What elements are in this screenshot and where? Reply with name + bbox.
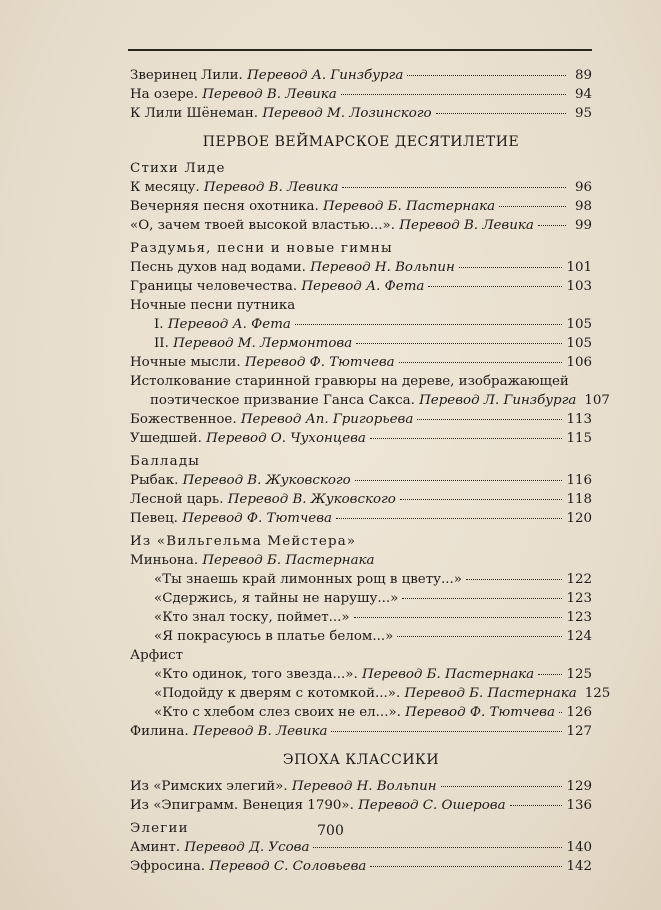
- page-number: 107: [584, 393, 610, 408]
- entry-night-thoughts: [130, 353, 592, 372]
- entries-f: [130, 471, 592, 528]
- entry-text: [130, 471, 351, 490]
- page-number: 120: [566, 511, 592, 526]
- entry-title: Границы человечества.: [130, 279, 302, 294]
- leader-dots: [400, 498, 563, 500]
- entry-title: Зверинец Лили.: [130, 68, 248, 83]
- entry-title: Песнь духов над водами.: [130, 260, 311, 275]
- entries-d: [130, 315, 592, 353]
- page-number: 115: [566, 431, 592, 446]
- leader-dots: [459, 266, 563, 268]
- group-heading: Раздумья, песни и новые гимны: [130, 241, 393, 256]
- entry-text: [154, 665, 534, 684]
- page-number: 122: [566, 572, 592, 587]
- entries-i: [130, 777, 592, 815]
- entry-translator: Перевод В. Жуковского: [182, 473, 351, 488]
- leader-dots: [436, 112, 566, 114]
- page-number: 140: [566, 840, 592, 855]
- entry-filina: [130, 722, 592, 741]
- entry-text: [130, 197, 495, 216]
- page-number: 116: [566, 473, 592, 488]
- entry-text: [130, 490, 396, 509]
- entry-translator: Перевод А. Гинзбурга: [247, 68, 404, 83]
- toc-entry: [130, 857, 592, 876]
- entry-translator: Перевод Б. Пастернака: [361, 667, 535, 682]
- entry-title: Божественное.: [130, 412, 241, 427]
- entry-text: [154, 703, 555, 722]
- page-number: 96: [574, 180, 592, 195]
- entry-translator: Перевод Б. Пастернака: [404, 686, 577, 701]
- page-number: 129: [566, 779, 592, 794]
- entry-text: [154, 334, 352, 353]
- leader-dots: [331, 730, 562, 732]
- entry-title: Аминт.: [130, 840, 185, 855]
- entry-translator: Перевод А. Фета: [301, 279, 425, 294]
- page-number: 105: [566, 317, 592, 332]
- entry-title: Эфросина.: [130, 859, 210, 874]
- entry-translator: Перевод Ап. Григорьева: [240, 412, 414, 427]
- entry-text: [130, 796, 506, 815]
- toc-entry: [130, 838, 592, 857]
- entry-title: I.: [154, 317, 168, 332]
- entry-translator: Перевод В. Левика: [399, 218, 534, 233]
- page-number: 123: [566, 610, 592, 625]
- entry-text: [130, 410, 413, 429]
- toc-entry: [130, 429, 592, 448]
- entry-text: [130, 104, 432, 123]
- entry-translator: Перевод Ф. Тютчева: [405, 705, 555, 720]
- page-number: 127: [566, 724, 592, 739]
- toc-entry: [130, 104, 592, 123]
- leader-dots: [341, 93, 566, 95]
- page-number: 106: [566, 355, 592, 370]
- entry-translator: Перевод С. Ошерова: [358, 798, 506, 813]
- page-number: 136: [566, 798, 592, 813]
- entry-title: Лесной царь.: [130, 492, 228, 507]
- page-number: 125: [566, 667, 592, 682]
- entries-a: [130, 66, 592, 123]
- page-number: 95: [574, 106, 592, 121]
- toc-entry: [130, 722, 592, 741]
- entry-translator: Перевод Н. Вольпин: [291, 779, 437, 794]
- table-of-contents: [130, 66, 611, 876]
- leader-dots: [397, 635, 562, 637]
- leader-dots: [510, 804, 563, 806]
- entry-translator: Перевод Б. Пастернака: [322, 199, 496, 214]
- entry-translator: Перевод О. Чухонцева: [206, 431, 366, 446]
- leader-dots: [399, 361, 563, 363]
- page-number: 89: [574, 68, 592, 83]
- toc-entry: [130, 277, 592, 296]
- entry-text: [130, 216, 534, 235]
- entry-title: «Ты знаешь край лимонных рощ в цвету...»: [154, 572, 462, 587]
- page-number: 124: [566, 629, 592, 644]
- leader-dots: [313, 846, 562, 848]
- toc-entry: [130, 410, 592, 429]
- entry-text: [130, 66, 403, 85]
- entries-b: [130, 178, 592, 235]
- leader-dots: [538, 224, 566, 226]
- entry-translator: Перевод В. Левика: [203, 180, 339, 195]
- page-number: 118: [566, 492, 592, 507]
- leader-dots: [342, 186, 566, 188]
- entry-text: [130, 353, 395, 372]
- group-heading: Баллады: [130, 454, 201, 469]
- entry-text: [130, 258, 455, 277]
- page-number: 125: [584, 686, 611, 701]
- toc-entry: [130, 509, 592, 528]
- entry-title: Из «Эпиграмм. Венеция 1790».: [130, 798, 359, 813]
- entry-text: [130, 838, 309, 857]
- toc-entry-line2: поэтическое призвание Ганса Сакса. Перевод Л. Гинзбурга 107: [150, 393, 610, 408]
- entry-title: К месяцу.: [130, 180, 204, 195]
- leader-dots: [417, 418, 562, 420]
- entries-j: [130, 838, 592, 876]
- top-rule: [128, 49, 592, 51]
- page-folio: 700: [317, 823, 344, 839]
- toc-entry: [130, 197, 592, 216]
- page-number: 99: [574, 218, 592, 233]
- page-number: 126: [566, 705, 592, 720]
- leader-dots: [402, 597, 562, 599]
- toc-entry: [130, 471, 592, 490]
- entry-translator: Перевод В. Левика: [202, 87, 337, 102]
- entry-title: «Кто с хлебом слез своих не ел...».: [154, 705, 406, 720]
- entry-translator: Перевод Ф. Тютчева: [244, 355, 395, 370]
- entry-text: [130, 85, 337, 104]
- leader-dots: [295, 323, 563, 325]
- entry-title: «Я покрасуюсь в платье белом...»: [154, 629, 394, 644]
- leader-dots: [336, 517, 562, 519]
- toc-entry: [130, 570, 592, 589]
- entry-text: [130, 429, 366, 448]
- entries-g: [130, 570, 592, 646]
- toc-entry: [130, 665, 592, 684]
- entry-title: «Сдержись, я тайны не нарушу...»: [154, 591, 399, 606]
- entry-text: [130, 777, 437, 796]
- entry-title: «Кто одинок, того звезда...».: [154, 667, 362, 682]
- entry-translator: Перевод В. Левика: [192, 724, 328, 739]
- entry-text: [154, 315, 291, 334]
- entry-text: [130, 509, 332, 528]
- leader-dots: [355, 479, 563, 481]
- group-heading: Из «Вильгельма Мейстера»: [130, 534, 357, 549]
- page-number: 103: [566, 279, 592, 294]
- leader-dots: [441, 785, 563, 787]
- leader-dots: [499, 205, 566, 207]
- group-heading: Элегии: [130, 821, 189, 836]
- entry-title: Певец.: [130, 511, 183, 526]
- entry-text: [154, 627, 393, 646]
- leader-dots: [370, 865, 562, 867]
- page-number: 123: [566, 591, 592, 606]
- subgroup-heading: Миньона. Перевод Б. Пастернака: [130, 553, 375, 568]
- toc-entry: [130, 353, 592, 372]
- entry-title: Рыбак.: [130, 473, 183, 488]
- toc-entry: [130, 490, 592, 509]
- page-number: 142: [566, 859, 592, 874]
- entry-translator: Перевод В. Жуковского: [227, 492, 396, 507]
- section-heading: ПЕРВОЕ ВЕЙМАРСКОЕ ДЕСЯТИЛЕТИЕ: [202, 134, 520, 150]
- section-heading: ЭПОХА КЛАССИКИ: [282, 752, 440, 768]
- toc-entry-line1: Истолкование старинной гравюры на дереве, изображающей: [130, 374, 569, 389]
- toc-entry: [130, 589, 592, 608]
- entry-title: Вечерняя песня охотника.: [130, 199, 323, 214]
- toc-entry: [130, 216, 592, 235]
- toc-entry: [130, 66, 592, 85]
- entries-c: [130, 258, 592, 296]
- leader-dots: [428, 285, 562, 287]
- entry-translator: Перевод М. Лермонтова: [173, 336, 353, 351]
- leader-dots: [559, 711, 563, 713]
- entry-text: [154, 608, 350, 627]
- subgroup-heading: Арфист: [130, 648, 184, 663]
- entry-text: [154, 589, 398, 608]
- entry-title: Из «Римских элегий».: [130, 779, 292, 794]
- entry-text: [130, 277, 424, 296]
- toc-entry: [130, 796, 592, 815]
- entry-title: II.: [154, 336, 174, 351]
- leader-dots: [354, 616, 563, 618]
- subgroup-heading: Ночные песни путника: [130, 298, 296, 313]
- entry-text: [154, 570, 462, 589]
- page-number: 113: [566, 412, 592, 427]
- entry-text: [130, 178, 338, 197]
- entry-title: На озере.: [130, 87, 203, 102]
- toc-entry: [130, 85, 592, 104]
- group-heading: Стихи Лиде: [130, 161, 226, 176]
- leader-dots: [466, 578, 562, 580]
- entry-title: Филина.: [130, 724, 193, 739]
- page-number: 101: [566, 260, 592, 275]
- entries-h: [130, 665, 611, 722]
- entry-translator: Перевод М. Лозинского: [262, 106, 432, 121]
- entry-translator: Перевод Д. Усова: [184, 840, 310, 855]
- leader-dots: [370, 437, 563, 439]
- entry-title: «Подойду к дверям с котомкой...».: [154, 686, 405, 701]
- page-number: 105: [566, 336, 592, 351]
- toc-entry: [130, 315, 592, 334]
- entry-title: Ушедшей.: [130, 431, 207, 446]
- entry-translator: Перевод Ф. Тютчева: [182, 511, 332, 526]
- entry-title: К Лили Шёнеман.: [130, 106, 263, 121]
- entry-text: [154, 684, 577, 703]
- entry-translator: Перевод А. Фета: [167, 317, 291, 332]
- page-number: 98: [574, 199, 592, 214]
- leader-dots: [538, 673, 562, 675]
- toc-entry: [130, 703, 592, 722]
- entry-title: «Кто знал тоску, поймет...»: [154, 610, 350, 625]
- toc-entry: [130, 178, 592, 197]
- entry-text: [130, 722, 327, 741]
- page-number: 94: [574, 87, 592, 102]
- entry-translator: Перевод Н. Вольпин: [310, 260, 455, 275]
- entry-translator: Перевод С. Соловьева: [209, 859, 367, 874]
- entry-title: «О, зачем твоей высокой властью...».: [130, 218, 400, 233]
- toc-entry: [130, 334, 592, 353]
- toc-entry: [130, 258, 592, 277]
- entries-e: [130, 410, 592, 448]
- entry-text: [130, 857, 366, 876]
- toc-entry: [130, 608, 592, 627]
- toc-entry: [130, 627, 592, 646]
- entry-title: Ночные мысли.: [130, 355, 245, 370]
- toc-entry: [130, 777, 592, 796]
- leader-dots: [356, 342, 562, 344]
- toc-entry: [130, 684, 611, 703]
- leader-dots: [407, 74, 566, 76]
